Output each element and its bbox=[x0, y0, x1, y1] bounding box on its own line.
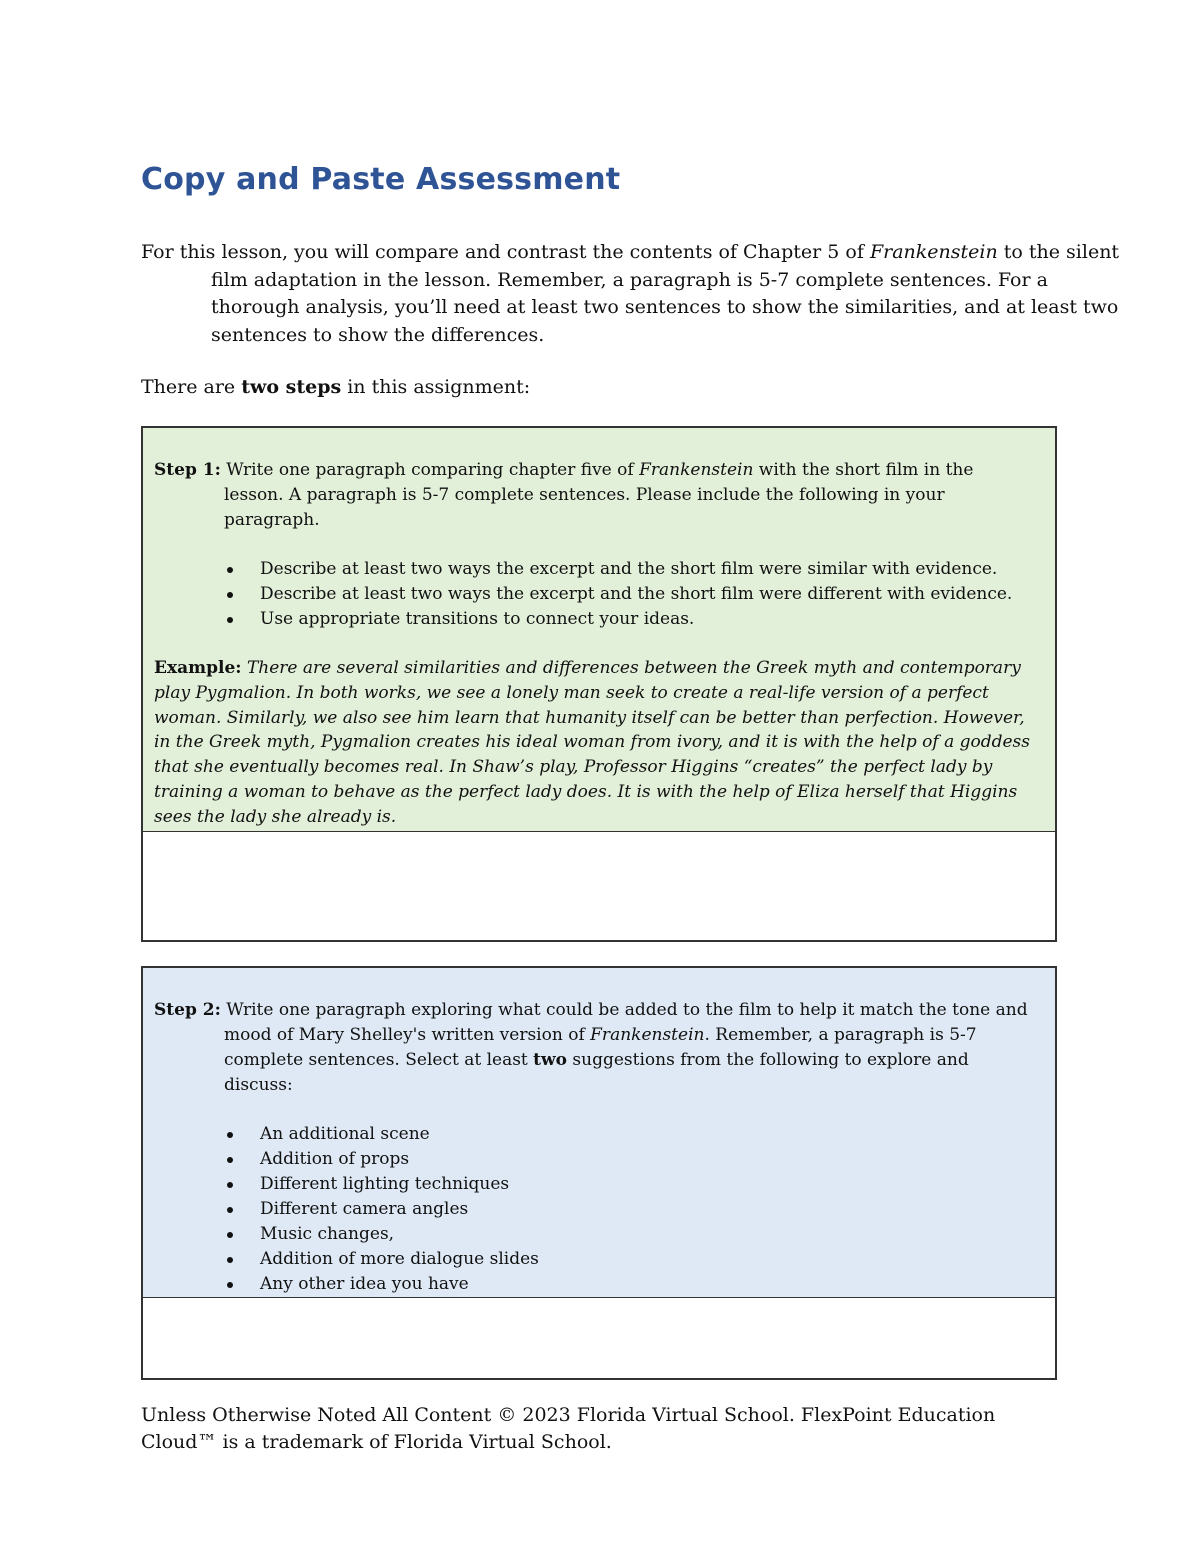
list-item-text: Different lighting techniques bbox=[260, 1174, 510, 1194]
bullet-icon bbox=[227, 592, 233, 598]
list-item bbox=[154, 1272, 1035, 1297]
steps-bold: two steps bbox=[241, 376, 342, 398]
step2-bold-two: two bbox=[533, 1050, 567, 1070]
step1-instructions bbox=[143, 428, 1055, 832]
step2-instructions bbox=[143, 968, 1055, 1298]
list-item bbox=[154, 607, 1035, 632]
bullet-icon bbox=[227, 1157, 233, 1163]
step2-text-2: . Remember, a paragraph is 5-7 complete sentences. Select at least bbox=[224, 1025, 977, 1070]
step1-label: Step 1: bbox=[154, 460, 221, 480]
steps-prefix: There are bbox=[141, 376, 242, 398]
step2-text-3: suggestions from the following to explore and discuss: bbox=[224, 1050, 969, 1095]
step1-paragraph bbox=[154, 458, 1035, 533]
steps-line bbox=[141, 374, 530, 401]
intro-text-1: For this lesson, you will compare and contrast the contents of Chapter 5 of bbox=[141, 241, 870, 263]
step1-example bbox=[154, 656, 1035, 830]
list-item bbox=[154, 557, 1035, 582]
step1-table bbox=[141, 426, 1057, 942]
list-item-text: Music changes, bbox=[260, 1224, 395, 1244]
step1-text-1: Write one paragraph comparing chapter five of bbox=[220, 460, 640, 480]
list-item-text: An additional scene bbox=[260, 1124, 430, 1144]
list-item bbox=[154, 582, 1035, 607]
step2-answer-area[interactable] bbox=[143, 1298, 1055, 1378]
step2-text-1: Write one paragraph exploring what could be added to the film to help it match the tone and mood of Mary Shelley's written version of bbox=[220, 1000, 1028, 1045]
step2-label: Step 2: bbox=[154, 1000, 221, 1020]
list-item bbox=[154, 1197, 1035, 1222]
intro-paragraph bbox=[141, 239, 1141, 349]
step2-paragraph bbox=[154, 998, 1035, 1098]
list-item bbox=[154, 1147, 1035, 1172]
bullet-icon bbox=[227, 1207, 233, 1213]
list-item-text: Addition of more dialogue slides bbox=[260, 1249, 539, 1269]
footer-copyright: Unless Otherwise Noted All Content © 2023 Florida Virtual School. FlexPoint Education Cloud™ is a trademark of Florida Virtual School. bbox=[141, 1404, 996, 1453]
step1-book-title: Frankenstein bbox=[639, 460, 754, 480]
bullet-icon bbox=[227, 1257, 233, 1263]
list-item bbox=[154, 1122, 1035, 1147]
intro-text-2: to the silent film adaptation in the lesson. Remember, a paragraph is 5-7 complete sentences. For a thorough analysis, you’ll need at least two sentences to show the similarities, and at least two sentences to show the differences. bbox=[211, 241, 1120, 346]
page-title: Copy and Paste Assessment bbox=[141, 162, 621, 197]
example-text: There are several similarities and differences between the Greek myth and contemporary play Pygmalion. In both works, we see a lonely man seek to create a real-life version of a perfect woman. Similarly, we also see him learn that humanity itself can be better than perfection. However, in the Greek myth, Pygmalion creates his ideal woman from ivory, and it is with the help of a goddess that she eventually becomes real. In Shaw’s play, Professor Higgins “creates” the perfect lady by training a woman to behave as the perfect lady does. It is with the help of Eliza herself that Higgins sees the lady she already is. bbox=[154, 658, 1030, 827]
step2-book-title: Frankenstein bbox=[590, 1025, 705, 1045]
bullet-icon bbox=[227, 1282, 233, 1288]
list-item-text: Addition of props bbox=[260, 1149, 410, 1169]
step1-text-2: with the short film in the lesson. A paragraph is 5-7 complete sentences. Please include the following in your paragraph. bbox=[224, 460, 974, 530]
intro-book-title: Frankenstein bbox=[869, 241, 998, 263]
list-item bbox=[154, 1222, 1035, 1247]
step1-bullet-list bbox=[154, 557, 1035, 632]
list-item bbox=[154, 1172, 1035, 1197]
bullet-icon bbox=[227, 1132, 233, 1138]
bullet-icon bbox=[227, 567, 233, 573]
bullet-icon bbox=[227, 1232, 233, 1238]
step2-table bbox=[141, 966, 1057, 1380]
bullet-icon bbox=[227, 617, 233, 623]
list-item-text: Different camera angles bbox=[260, 1199, 469, 1219]
list-item bbox=[154, 1247, 1035, 1272]
example-label: Example: bbox=[154, 658, 242, 678]
step1-answer-area[interactable] bbox=[143, 832, 1055, 940]
bullet-icon bbox=[227, 1182, 233, 1188]
list-item-text: Describe at least two ways the excerpt and the short film were similar with evidence. bbox=[260, 559, 998, 579]
list-item-text: Describe at least two ways the excerpt and the short film were different with evidence. bbox=[260, 584, 1013, 604]
step2-bullet-list bbox=[154, 1122, 1035, 1297]
list-item-text: Any other idea you have bbox=[260, 1274, 469, 1294]
list-item-text: Use appropriate transitions to connect your ideas. bbox=[260, 609, 695, 629]
steps-suffix: in this assignment: bbox=[341, 376, 531, 398]
